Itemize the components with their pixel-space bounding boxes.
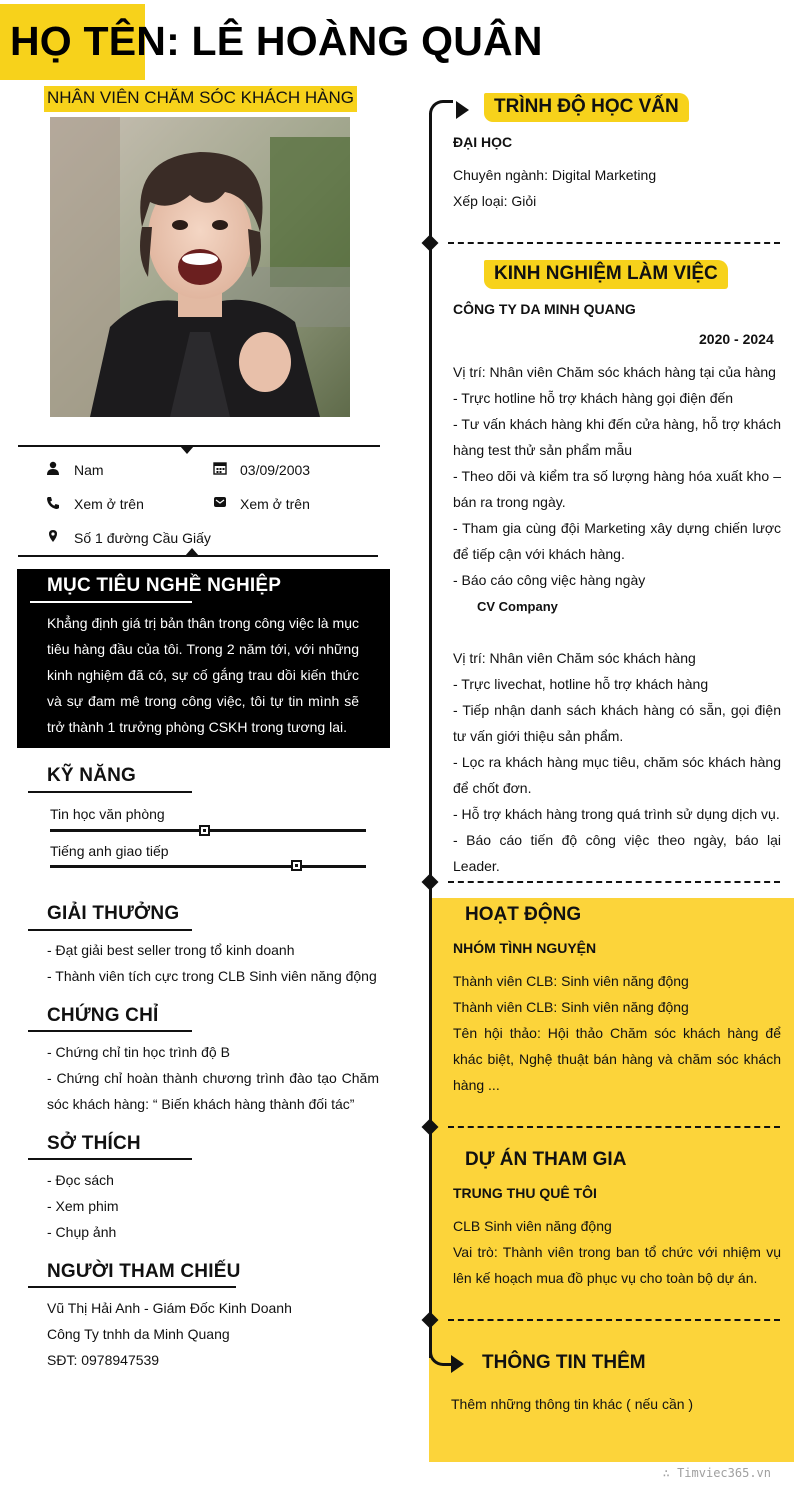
experience-line: - Tiếp nhận danh sách khách hàng có sẵn, gọi điện tư vấn giới thiệu sản phẩm. bbox=[453, 702, 781, 744]
experience-line: - Báo cáo tiến độ công việc theo ngày, báo lại Leader. bbox=[453, 832, 781, 874]
activity-line: Thành viên CLB: Sinh viên năng động bbox=[453, 973, 689, 989]
skill-label-office: Tin học văn phòng bbox=[50, 806, 165, 822]
certificates-title-underline bbox=[28, 1030, 192, 1032]
hobby-item: - Đọc sách bbox=[47, 1172, 114, 1188]
experience-details-1 bbox=[453, 359, 781, 593]
phone-value: Xem ở trên bbox=[74, 496, 144, 512]
dashed-divider bbox=[448, 1319, 780, 1321]
references-list bbox=[47, 1295, 387, 1373]
activity-line: Thành viên CLB: Sinh viên năng động bbox=[453, 999, 689, 1015]
experience-line: - Tham gia cùng đội Marketing xây dựng chiến lược để tiếp cận với khách hàng. bbox=[453, 520, 781, 562]
hobbies-list bbox=[47, 1167, 347, 1245]
envelope-icon bbox=[213, 495, 227, 512]
experience-line: - Trực livechat, hotline hỗ trợ khách hàng bbox=[453, 676, 709, 692]
project-line: CLB Sinh viên năng động bbox=[453, 1218, 612, 1234]
timeline-diamond bbox=[422, 874, 439, 891]
timeline-line bbox=[429, 113, 432, 1358]
map-pin-icon bbox=[46, 529, 60, 546]
birthday-value: 03/09/2003 bbox=[240, 462, 311, 478]
education-rank: Xếp loại: Giỏi bbox=[453, 193, 537, 209]
project-line: Vai trò: Thành viên trong ban tổ chức với nhiệm vụ lên kế hoạch mua đồ phục vụ cho toàn bộ dự án. bbox=[453, 1244, 781, 1286]
experience-line: - Trực hotline hỗ trợ khách hàng gọi điện đến bbox=[453, 390, 734, 406]
info-top-divider bbox=[18, 445, 380, 447]
dashed-divider bbox=[448, 1126, 780, 1128]
reference-item: Công Ty tnhh da Minh Quang bbox=[47, 1326, 230, 1342]
hobby-item: - Chụp ảnh bbox=[47, 1224, 117, 1240]
phone-icon bbox=[46, 496, 60, 513]
experience-line: - Tư vấn khách hàng khi đến cửa hàng, hỗ trợ khách hàng test thử sản phẩm mẫu bbox=[453, 416, 781, 458]
activities-details bbox=[453, 968, 781, 1098]
experience-line: Vị trí: Nhân viên Chăm sóc khách hàng tại của hàng bbox=[453, 364, 776, 380]
experience-line: - Báo cáo công việc hàng ngày bbox=[453, 572, 646, 588]
certificate-item: - Chứng chỉ hoàn thành chương trình đào tạo Chăm sóc khách hàng: “ Biến khách hàng thành đối tác” bbox=[47, 1070, 379, 1112]
job-title: NHÂN VIÊN CHĂM SÓC KHÁCH HÀNG bbox=[44, 86, 357, 112]
profile-photo bbox=[50, 117, 350, 417]
activities-group: NHÓM TÌNH NGUYỆN bbox=[453, 940, 597, 956]
project-details bbox=[453, 1213, 781, 1291]
certificate-item: - Chứng chỉ tin học trình độ B bbox=[47, 1044, 230, 1060]
candidate-name: HỌ TÊN: LÊ HOÀNG QUÂN bbox=[10, 18, 543, 64]
reference-item: Vũ Thị Hải Anh - Giám Đốc Kinh Doanh bbox=[47, 1300, 292, 1316]
award-item: - Thành viên tích cực trong CLB Sinh viên năng động bbox=[47, 968, 377, 984]
skill-bar-english bbox=[50, 865, 366, 868]
experience-line: - Theo dõi và kiểm tra số lượng hàng hóa xuất kho – bán ra trong ngày. bbox=[453, 468, 781, 510]
address-value: Số 1 đường Cầu Giấy bbox=[74, 530, 211, 546]
arrow-right-icon bbox=[451, 1355, 464, 1373]
dashed-divider bbox=[448, 881, 780, 883]
gender-value: Nam bbox=[74, 462, 104, 478]
awards-title: GIẢI THƯỞNG bbox=[47, 903, 180, 924]
activity-line: Tên hội thảo: Hội thảo Chăm sóc khách hàng để khác biệt, Nghệ thuật bán hàng và chăm sóc khách hàng ... bbox=[453, 1025, 781, 1093]
activities-title: HOẠT ĐỘNG bbox=[465, 904, 582, 925]
experience-line: - Lọc ra khách hàng mục tiêu, chăm sóc khách hàng để chốt đơn. bbox=[453, 754, 781, 796]
education-school: ĐẠI HỌC bbox=[453, 134, 513, 150]
education-title: TRÌNH ĐỘ HỌC VẤN bbox=[484, 93, 689, 122]
skill-label-english: Tiếng anh giao tiếp bbox=[50, 843, 169, 859]
skill-knob-office bbox=[199, 825, 210, 836]
hobbies-title-underline bbox=[28, 1158, 192, 1160]
objective-title-underline bbox=[30, 601, 192, 603]
project-name: TRUNG THU QUÊ TÔI bbox=[453, 1185, 597, 1201]
divider-arrow-down bbox=[180, 446, 194, 454]
arrow-right-icon bbox=[456, 101, 469, 119]
experience-line: - Hỗ trợ khách hàng trong quá trình sử dụng dịch vụ. bbox=[453, 806, 780, 822]
dashed-divider bbox=[448, 242, 780, 244]
email-value: Xem ở trên bbox=[240, 496, 310, 512]
user-icon bbox=[46, 461, 60, 478]
experience-period-1: 2020 - 2024 bbox=[699, 331, 774, 347]
awards-title-underline bbox=[28, 929, 192, 931]
experience-title: KINH NGHIỆM LÀM VIỆC bbox=[484, 260, 728, 289]
experience-details-2 bbox=[453, 645, 781, 879]
calendar-icon bbox=[213, 461, 227, 478]
experience-company-1: CÔNG TY DA MINH QUANG bbox=[453, 301, 636, 317]
info-bottom-divider bbox=[18, 555, 378, 557]
skills-title: KỸ NĂNG bbox=[47, 765, 137, 786]
extra-title: THÔNG TIN THÊM bbox=[482, 1352, 646, 1373]
watermark: ∴ Timviec365.vn bbox=[662, 1466, 771, 1480]
timeline-curve-top bbox=[429, 100, 453, 120]
skills-title-underline bbox=[28, 791, 192, 793]
reference-item: SĐT: 0978947539 bbox=[47, 1352, 160, 1368]
projects-title: DỰ ÁN THAM GIA bbox=[465, 1149, 627, 1170]
award-item: - Đạt giải best seller trong tổ kinh doanh bbox=[47, 942, 295, 958]
experience-line: Vị trí: Nhân viên Chăm sóc khách hàng bbox=[453, 650, 696, 666]
extra-text: Thêm những thông tin khác ( nếu cần ) bbox=[451, 1396, 694, 1412]
awards-list bbox=[47, 937, 387, 989]
objective-title: MỤC TIÊU NGHỀ NGHIỆP bbox=[47, 575, 282, 596]
hobby-item: - Xem phim bbox=[47, 1198, 119, 1214]
certificates-list bbox=[47, 1039, 379, 1117]
education-major: Chuyên ngành: Digital Marketing bbox=[453, 167, 657, 183]
references-title: NGƯỜI THAM CHIẾU bbox=[47, 1261, 241, 1282]
timeline-diamond bbox=[422, 235, 439, 252]
certificates-title: CHỨNG CHỈ bbox=[47, 1005, 159, 1026]
skill-knob-english bbox=[291, 860, 302, 871]
objective-text: Khẳng định giá trị bản thân trong công việc là mục tiêu hàng đầu của tôi. Trong 2 năm tới, với những kinh nghiệm đã có, sự cố gắng trau dồi kiến thức và sự đam mê trong công việc, tôi tự tin mình sẽ trở thành 1 trưởng phòng CSKH trong tương lai. bbox=[47, 615, 359, 735]
references-title-underline bbox=[28, 1286, 236, 1288]
experience-company-2: CV Company bbox=[477, 599, 558, 614]
hobbies-title: SỞ THÍCH bbox=[47, 1133, 141, 1154]
